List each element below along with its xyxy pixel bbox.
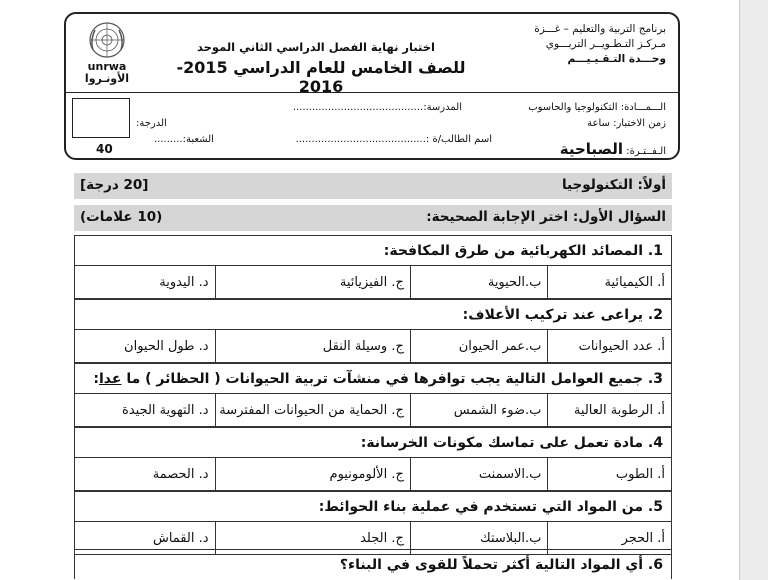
answer-options (74, 457, 672, 491)
option-c: ج. الحماية من الحيوانات المفترسة (215, 394, 410, 426)
grade-label: الدرجة: (136, 118, 167, 129)
header-divider (66, 92, 678, 93)
option-d: د. القماش (152, 531, 209, 546)
question-text: 1. المصائد الكهربائية من طرق المكافحة: (74, 235, 672, 265)
option-a: أ. الرطوبة العالية (547, 394, 671, 426)
option-a: أ. عدد الحيوانات (547, 330, 671, 362)
student-name-field: اسم الطالب/ة :......................................... (295, 134, 492, 145)
question-text: 4. مادة تعمل على تماسك مكونات الخرسانة: (74, 427, 672, 457)
exam-title: اختبار نهاية الفصل الدراسي الثاني الموحد (197, 40, 435, 54)
viewer-side-panel (739, 0, 768, 580)
option-b: ب.الحيوية (410, 266, 548, 298)
grade-box (72, 98, 130, 138)
logo-latin: unrwa (87, 60, 127, 73)
unrwa-logo (76, 20, 138, 86)
section-header (74, 173, 672, 199)
question-3 (74, 363, 672, 427)
period-label: الـفــتـرة: (626, 146, 666, 157)
option-c: ج. الفيزيائية (215, 266, 410, 298)
question-text: 2. يراعى عند تركيب الأعلاف: (74, 299, 672, 329)
option-d: د. طول الحيوان (124, 339, 209, 354)
org-line-1: برنامج التربية والتعليم – غـــزة (534, 23, 666, 35)
question-4 (74, 427, 672, 491)
question-text: 5. من المواد التي تستخدم في عملية بناء الحوائط: (74, 491, 672, 521)
exam-subtitle: للصف الخامس للعام الدراسي 2015-2016 (176, 58, 466, 96)
section-title: أولاً: التكنولوجيا (561, 177, 666, 193)
option-a: أ. الحجر (547, 522, 671, 554)
total-marks: 40 (96, 142, 113, 156)
org-line-3: وحـــدة التـقـيـيـــم (567, 53, 666, 65)
un-emblem-icon (87, 20, 127, 60)
period-value: الصباحية (559, 140, 624, 158)
question-block-title: السؤال الأول: اختر الإجابة الصحيحة: (426, 209, 666, 225)
answer-options (74, 393, 672, 427)
option-d: د. الحصمة (152, 467, 209, 482)
period-field (560, 140, 666, 158)
subject-field: الـــمـــادة: التكنولوجيا والحاسوب (528, 102, 666, 113)
question-5 (74, 491, 672, 555)
question-text-end: : (93, 371, 99, 387)
option-c: ج. الجلد (215, 522, 410, 554)
question-1 (74, 235, 672, 299)
question-block-points: (10 علامات) (80, 209, 163, 225)
question-2 (74, 299, 672, 363)
question-6 (74, 549, 672, 579)
question-text-main: 3. جميع العوامل التالية يجب توافرها في منشآت تربية الحيوانات ( الحظائر ) ما (121, 371, 663, 387)
school-field: المدرسة:......................................... (292, 102, 462, 113)
option-d: د. اليدوية (159, 275, 209, 290)
option-a: أ. الطوب (547, 458, 671, 490)
option-b: ب.عمر الحيوان (410, 330, 548, 362)
option-b: ب.الاسمنت (410, 458, 548, 490)
organization-block (516, 22, 666, 67)
question-text-emphasis: عدا (99, 371, 122, 387)
logo-arabic: الأونـروا (84, 72, 130, 85)
section-points: [20 درجة] (80, 177, 149, 193)
option-d: د. التهوية الجيدة (122, 403, 209, 418)
option-b: ب.ضوء الشمس (410, 394, 548, 426)
option-c: ج. وسيلة النقل (215, 330, 410, 362)
answer-options (74, 265, 672, 299)
option-a: أ. الكيميائية (547, 266, 671, 298)
exam-header (64, 12, 680, 160)
duration-field: زمن الاختبار: ساعة (587, 118, 666, 129)
org-line-2: مـركـز التـطـويــر التربـــوي (545, 38, 666, 50)
section-field: الشعبة:......... (154, 134, 214, 145)
option-c: ج. الألومونيوم (215, 458, 410, 490)
question-block-header (74, 205, 672, 231)
question-text: 6. أي المواد التالية أكثر تحملاً للقوى في البناء؟ (74, 549, 672, 579)
option-b: ب.البلاستك (410, 522, 548, 554)
question-text (74, 363, 672, 393)
answer-options (74, 329, 672, 363)
